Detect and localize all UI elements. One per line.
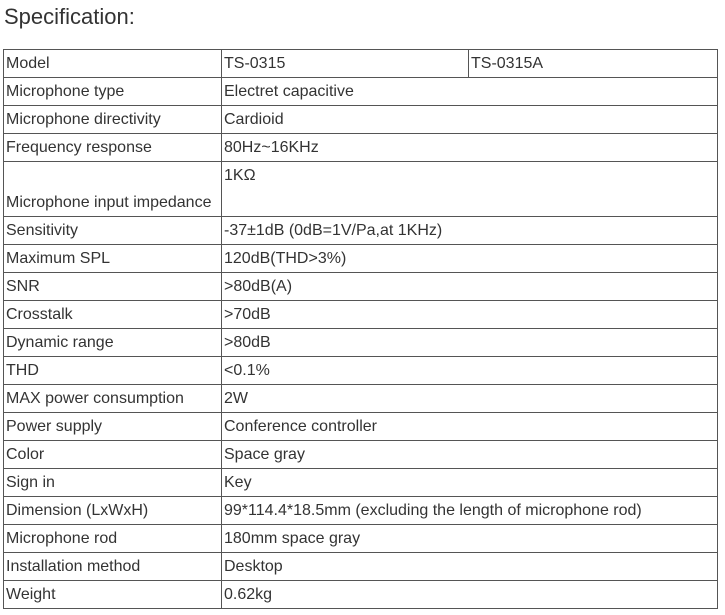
spec-value: Desktop (222, 553, 718, 581)
spec-value: 99*114.4*18.5mm (excluding the length of microphone rod) (222, 497, 718, 525)
specification-table (3, 49, 718, 609)
table-row (4, 217, 718, 245)
spec-label: Microphone type (4, 78, 222, 106)
table-row (4, 78, 718, 106)
spec-value: 0.62kg (222, 581, 718, 609)
table-row (4, 106, 718, 134)
spec-label: Microphone input impedance (4, 162, 222, 217)
spec-label: Dynamic range (4, 329, 222, 357)
spec-value: Electret capacitive (222, 78, 718, 106)
spec-value: Conference controller (222, 413, 718, 441)
table-row (4, 385, 718, 413)
table-row (4, 441, 718, 469)
spec-value: -37±1dB (0dB=1V/Pa,at 1KHz) (222, 217, 718, 245)
spec-label: SNR (4, 273, 222, 301)
spec-label: Dimension (LxWxH) (4, 497, 222, 525)
spec-label: Sensitivity (4, 217, 222, 245)
table-row (4, 162, 718, 217)
spec-label: Microphone rod (4, 525, 222, 553)
spec-label: MAX power consumption (4, 385, 222, 413)
spec-value: 120dB(THD>3%) (222, 245, 718, 273)
table-row (4, 301, 718, 329)
spec-value: 80Hz~16KHz (222, 134, 718, 162)
spec-value: Space gray (222, 441, 718, 469)
spec-label: Weight (4, 581, 222, 609)
spec-label: Power supply (4, 413, 222, 441)
table-row (4, 525, 718, 553)
page-title: Specification: (4, 4, 135, 29)
spec-label: Maximum SPL (4, 245, 222, 273)
spec-label: Color (4, 441, 222, 469)
spec-value: >70dB (222, 301, 718, 329)
spec-value: 180mm space gray (222, 525, 718, 553)
table-row (4, 581, 718, 609)
spec-value: >80dB(A) (222, 273, 718, 301)
table-row (4, 497, 718, 525)
table-row (4, 469, 718, 497)
spec-label: Crosstalk (4, 301, 222, 329)
table-row (4, 357, 718, 385)
spec-value: Cardioid (222, 106, 718, 134)
table-row (4, 273, 718, 301)
table-row (4, 329, 718, 357)
table-row (4, 413, 718, 441)
spec-label: Microphone directivity (4, 106, 222, 134)
spec-label: Sign in (4, 469, 222, 497)
table-row (4, 553, 718, 581)
spec-label: Installation method (4, 553, 222, 581)
spec-value: <0.1% (222, 357, 718, 385)
spec-label: Frequency response (4, 134, 222, 162)
spec-value: Key (222, 469, 718, 497)
model-b-value: TS-0315A (469, 50, 718, 78)
table-row (4, 50, 718, 78)
spec-value: >80dB (222, 329, 718, 357)
table-row (4, 245, 718, 273)
spec-label: THD (4, 357, 222, 385)
table-row (4, 134, 718, 162)
spec-value: 2W (222, 385, 718, 413)
spec-value: 1KΩ (222, 162, 718, 217)
spec-label: Model (4, 50, 222, 78)
model-a-value: TS-0315 (222, 50, 469, 78)
